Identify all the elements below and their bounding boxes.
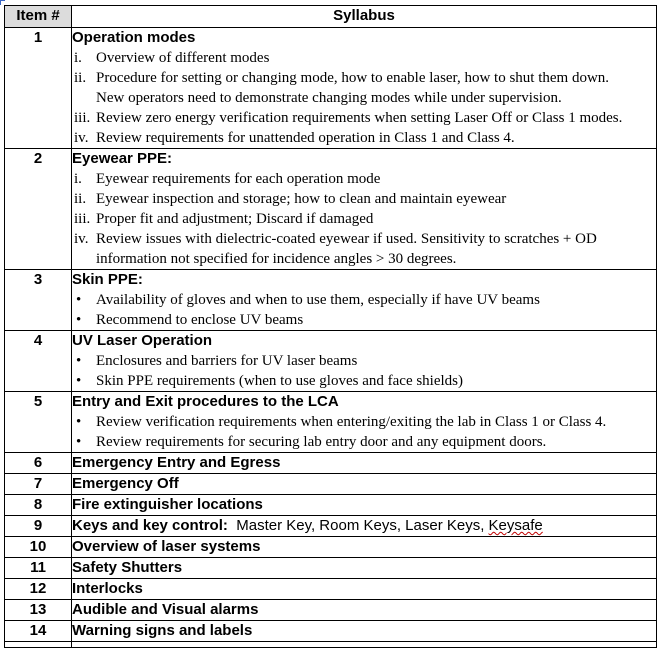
topic-title (72, 600, 656, 620)
topic-title (72, 495, 656, 515)
topic-title (72, 270, 656, 290)
list-item-continuation (72, 249, 656, 269)
syllabus-header: Syllabus (72, 6, 657, 28)
syllabus-cell (72, 474, 657, 495)
item-number: 13 (5, 600, 72, 621)
bullet-list (72, 351, 656, 391)
table-row (5, 453, 657, 474)
topic-title-text: Warning signs and labels (72, 622, 253, 639)
table-row (5, 270, 657, 331)
bullet-marker: • (76, 434, 82, 450)
header-row (5, 6, 657, 28)
item-number (5, 642, 72, 648)
list-item-text: Proper fit and adjustment; Discard if damaged (96, 211, 374, 227)
table-row (5, 579, 657, 600)
item-number: 2 (5, 149, 72, 270)
list-item (72, 128, 656, 148)
table-row (5, 28, 657, 149)
list-item (72, 209, 656, 229)
topic-title-text: Overview of laser systems (72, 538, 261, 555)
topic-title (72, 28, 656, 48)
list-item (72, 48, 656, 68)
list-item (72, 68, 656, 88)
syllabus-cell (72, 537, 657, 558)
syllabus-cell (72, 331, 657, 392)
roman-numeral-marker: iii. (74, 110, 91, 126)
topic-title-text: Entry and Exit procedures to the LCA (72, 393, 339, 410)
syllabus-cell (72, 579, 657, 600)
table-row (5, 600, 657, 621)
item-number: 14 (5, 621, 72, 642)
roman-numeral-marker: ii. (74, 191, 87, 207)
roman-numeral-marker: ii. (74, 70, 87, 86)
topic-title-detail: Master Key, Room Keys, Laser Keys, (227, 517, 489, 534)
topic-title-text: Keys and key control: (72, 517, 228, 534)
bullet-list (72, 412, 656, 452)
topic-title (72, 579, 656, 599)
topic-title (72, 474, 656, 494)
syllabus-cell (72, 28, 657, 149)
roman-numeral-marker: i. (74, 171, 82, 187)
list-item-text: Recommend to enclose UV beams (96, 312, 304, 328)
table-row (5, 149, 657, 270)
bullet-marker: • (76, 312, 82, 328)
spellcheck-flagged-word: Keysafe (488, 517, 543, 534)
topic-title-text: Operation modes (72, 29, 196, 46)
list-item-text: Eyewear requirements for each operation mode (96, 171, 381, 187)
topic-title-text: Fire extinguisher locations (72, 496, 263, 513)
roman-numeral-marker: i. (74, 50, 82, 66)
syllabus-cell (72, 149, 657, 270)
topic-title-text: UV Laser Operation (72, 332, 213, 349)
roman-numeral-list (72, 48, 656, 148)
topic-title-text: Interlocks (72, 580, 143, 597)
syllabus-cell (72, 516, 657, 537)
table-row (5, 331, 657, 392)
list-item-text: Review issues with dielectric-coated eyewear if used. Sensitivity to scratches + OD (96, 231, 597, 247)
list-item-text: information not specified for incidence angles > 30 degrees. (96, 251, 457, 267)
syllabus-cell (72, 453, 657, 474)
list-item-text: New operators need to demonstrate changing modes while under supervision. (96, 90, 562, 106)
topic-title (72, 149, 656, 169)
item-number: 8 (5, 495, 72, 516)
syllabus-cell (72, 600, 657, 621)
list-item-text: Skin PPE requirements (when to use gloves and face shields) (96, 373, 464, 389)
item-number: 12 (5, 579, 72, 600)
list-item (72, 189, 656, 209)
item-number: 5 (5, 392, 72, 453)
table-row (5, 621, 657, 642)
table-row (5, 537, 657, 558)
table-row (5, 558, 657, 579)
item-number: 9 (5, 516, 72, 537)
topic-title (72, 516, 656, 536)
topic-title-text: Emergency Off (72, 475, 179, 492)
list-item (72, 169, 656, 189)
list-item-text: Review requirements for unattended operation in Class 1 and Class 4. (96, 130, 515, 146)
bullet-marker: • (76, 373, 82, 389)
table-row-cut-off (5, 642, 657, 648)
item-number: 6 (5, 453, 72, 474)
roman-numeral-list (72, 169, 656, 269)
item-number: 10 (5, 537, 72, 558)
list-item (72, 290, 656, 310)
topic-title-text: Audible and Visual alarms (72, 601, 259, 618)
syllabus-cell (72, 270, 657, 331)
item-number: 7 (5, 474, 72, 495)
list-item (72, 432, 656, 452)
list-item (72, 229, 656, 249)
item-number: 4 (5, 331, 72, 392)
syllabus-table (4, 5, 657, 648)
table-row (5, 495, 657, 516)
list-item-text: Review requirements for securing lab entry door and any equipment doors. (96, 434, 547, 450)
syllabus-body (5, 28, 657, 648)
topic-title (72, 392, 656, 412)
syllabus-cell (72, 495, 657, 516)
table-row (5, 474, 657, 495)
roman-numeral-marker: iii. (74, 211, 91, 227)
list-item-text: Overview of different modes (96, 50, 270, 66)
roman-numeral-marker: iv. (74, 130, 89, 146)
bullet-marker: • (76, 292, 82, 308)
topic-title (72, 331, 656, 351)
syllabus-cell (72, 642, 657, 648)
syllabus-cell (72, 558, 657, 579)
roman-numeral-marker: iv. (74, 231, 89, 247)
list-item-text: Review zero energy verification requirements when setting Laser Off or Class 1 modes. (96, 110, 623, 126)
list-item (72, 351, 656, 371)
table-row (5, 392, 657, 453)
list-item-text: Availability of gloves and when to use them, especially if have UV beams (96, 292, 540, 308)
list-item (72, 371, 656, 391)
item-number: 3 (5, 270, 72, 331)
syllabus-cell (72, 392, 657, 453)
topic-title (72, 537, 656, 557)
topic-title (72, 621, 656, 641)
list-item (72, 412, 656, 432)
list-item-continuation (72, 88, 656, 108)
list-item (72, 108, 656, 128)
list-item (72, 310, 656, 330)
topic-title-text: Skin PPE: (72, 271, 143, 288)
topic-title-text: Emergency Entry and Egress (72, 454, 281, 471)
topic-title (72, 558, 656, 578)
list-item-text: Enclosures and barriers for UV laser beams (96, 353, 358, 369)
list-item-text: Review verification requirements when entering/exiting the lab in Class 1 or Class 4. (96, 414, 607, 430)
item-number-header: Item # (5, 6, 72, 28)
item-number: 11 (5, 558, 72, 579)
bullet-marker: • (76, 353, 82, 369)
syllabus-cell (72, 621, 657, 642)
topic-title-text: Safety Shutters (72, 559, 183, 576)
topic-title (72, 453, 656, 473)
bullet-list (72, 290, 656, 330)
list-item-text: Eyewear inspection and storage; how to clean and maintain eyewear (96, 191, 507, 207)
list-item-text: Procedure for setting or changing mode, how to enable laser, how to shut them down. (96, 70, 610, 86)
topic-title-text: Eyewear PPE: (72, 150, 173, 167)
item-number: 1 (5, 28, 72, 149)
table-row (5, 516, 657, 537)
bullet-marker: • (76, 414, 82, 430)
